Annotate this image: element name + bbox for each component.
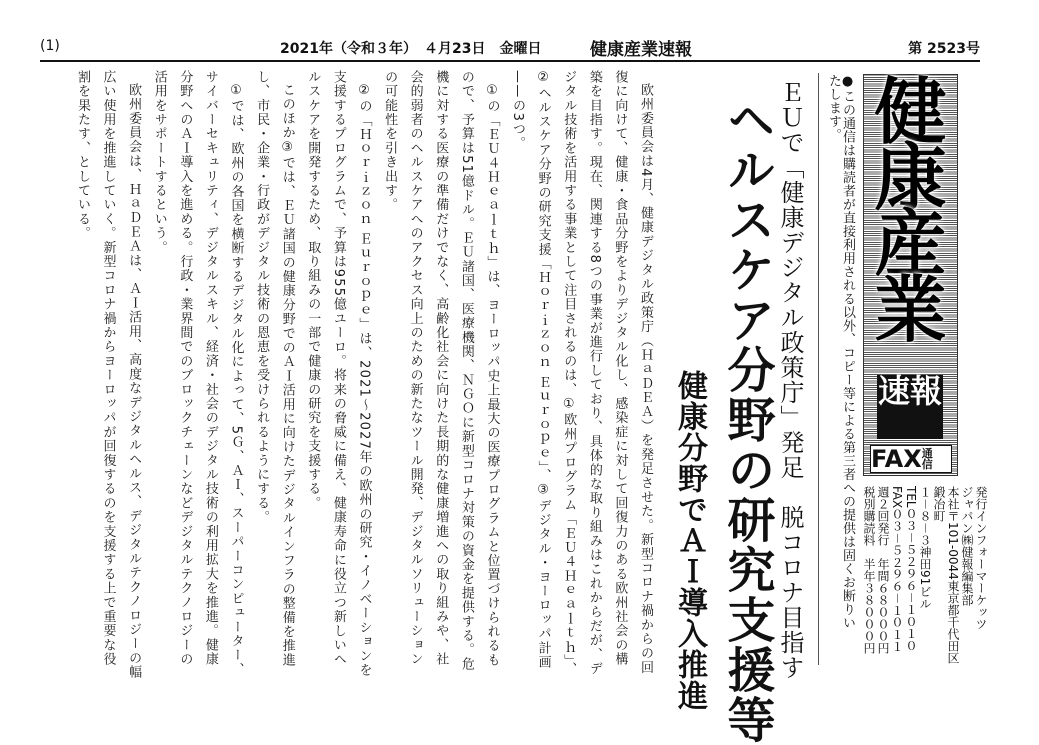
column-divider bbox=[818, 73, 819, 665]
sokuho-badge: 速報 bbox=[877, 375, 943, 439]
article-paragraph: ①の「ＥＵ４Ｈｅａｌｔｈ」は、ヨーロッパ史上最大の医療プログラムと位置づけられるもので、予算は51億ドル。ＥＵ諸国、医療機関、ＮＧＯに新型コロナ対策の資金を提供する。危機に対する医療の準備だけでなく、高齢化社会に向けた長期的な健康増進への取り組みや、社会的弱者のヘルスケアへのアクセス向上のための新たなツール開発、デジタルソリューションの可能性を引き出す。 bbox=[382, 70, 500, 672]
header-rule bbox=[40, 60, 980, 62]
article-paragraph: ①では、欧州の各国を横断するデジタル化によって、5Ｇ、ＡＩ、スーパーコンピューター、サイバーセキュリティ、デジタルスキル、経済・社会のデジタル技術の利用拡大を推進。健康分野へのＡＩ導入を進める。行政・業界間でのブロックチェーンなどデジタルテクノロジーの活用をサポートするという。 bbox=[151, 70, 244, 677]
page-number: (1) bbox=[40, 38, 60, 54]
publisher-info: 発行インフォーマーケッツ ジャパン㈱健報編集部 本社〒101-0044東京都千代田区鍛冶町 １－８－３神田91ビル TEL０３－５２９６－１０１０ FAX０３－５２９６－１０１１ 週２回発行 年間６８０００円 税別購読料 半年３８０００円 bbox=[862, 486, 988, 664]
page-header bbox=[40, 30, 980, 60]
article-paragraph: 欧州委員会は、ＨａＤＥＡは、ＡＩ活用、高度なデジタルヘルス、デジタルテクノロジーの幅広い使用を推進していく。新型コロナ禍からヨーロッパが回復するのを支援する上で重要な役割を果たす、としている。 bbox=[74, 70, 142, 680]
masthead-logo bbox=[863, 70, 958, 476]
copyright-notice: ●この通信は購読者が直接利用される以外、コピー等による第三者への提供は固くお断りいたします。 bbox=[826, 74, 855, 630]
issue-date: 2021年（令和３年） ４月23日 金曜日 bbox=[280, 41, 542, 57]
article-body bbox=[40, 70, 658, 680]
newsletter-title: 健康産業速報 bbox=[590, 40, 692, 60]
fax-label: FAX通信 bbox=[870, 445, 952, 473]
article-paragraph: 欧州委員会は4月、健康デジタル政策庁（ＨａＤＥＡ）を発足させた。新型コロナ禍からの回復に向けて、健康・食品分野をよりデジタル化し、感染症に対して回復力のある欧州社会の構築を目指す。現在、関連する8つの事業が進行しており、具体的な取り組みはこれからだが、デジタル技術を活用する事業として注目されるのは、①欧州プログラム「ＥＵ４Ｈｅａｌｔｈ」、②ヘルスケア分野の研究支援「Ｈｏｒｉｚｏｎ Ｅｕｒｏｐｅ」、③デジタル・ヨーロッパ計画——の3つ。 bbox=[510, 70, 653, 677]
issue-number: 第 2523号 bbox=[908, 41, 980, 57]
secondary-headline: 健康分野でＡＩ導入推進 bbox=[672, 370, 707, 711]
article-paragraph: ②の「Ｈｏｒｉｚｏｎ Ｅｕｒｏｐｅ」は、2021～2027年の欧州の研究・イノベーションを支援するプログラムで、予算は955億ユーロ。将来の脅威に備え、健康寿命に役立つ新しいヘルスケアを開発するため、取り組みの一部で健康の研究を支援する。 bbox=[305, 70, 372, 678]
article-paragraph: このほか③では、ＥＵ諸国の健康分野でのＡＩ活用に向けたデジタルインフラの整備を推進し、市民・企業・行政がデジタル技術の恩恵を受けられるようにする。 bbox=[254, 70, 295, 668]
sub-headline: ＥＵで「健康デジタル政策庁」発足 脱コロナ目指す bbox=[776, 80, 804, 680]
masthead-title: 健 康 産 業 bbox=[874, 70, 947, 352]
main-headline: ヘルスケア分野の研究支援等 bbox=[719, 95, 775, 745]
